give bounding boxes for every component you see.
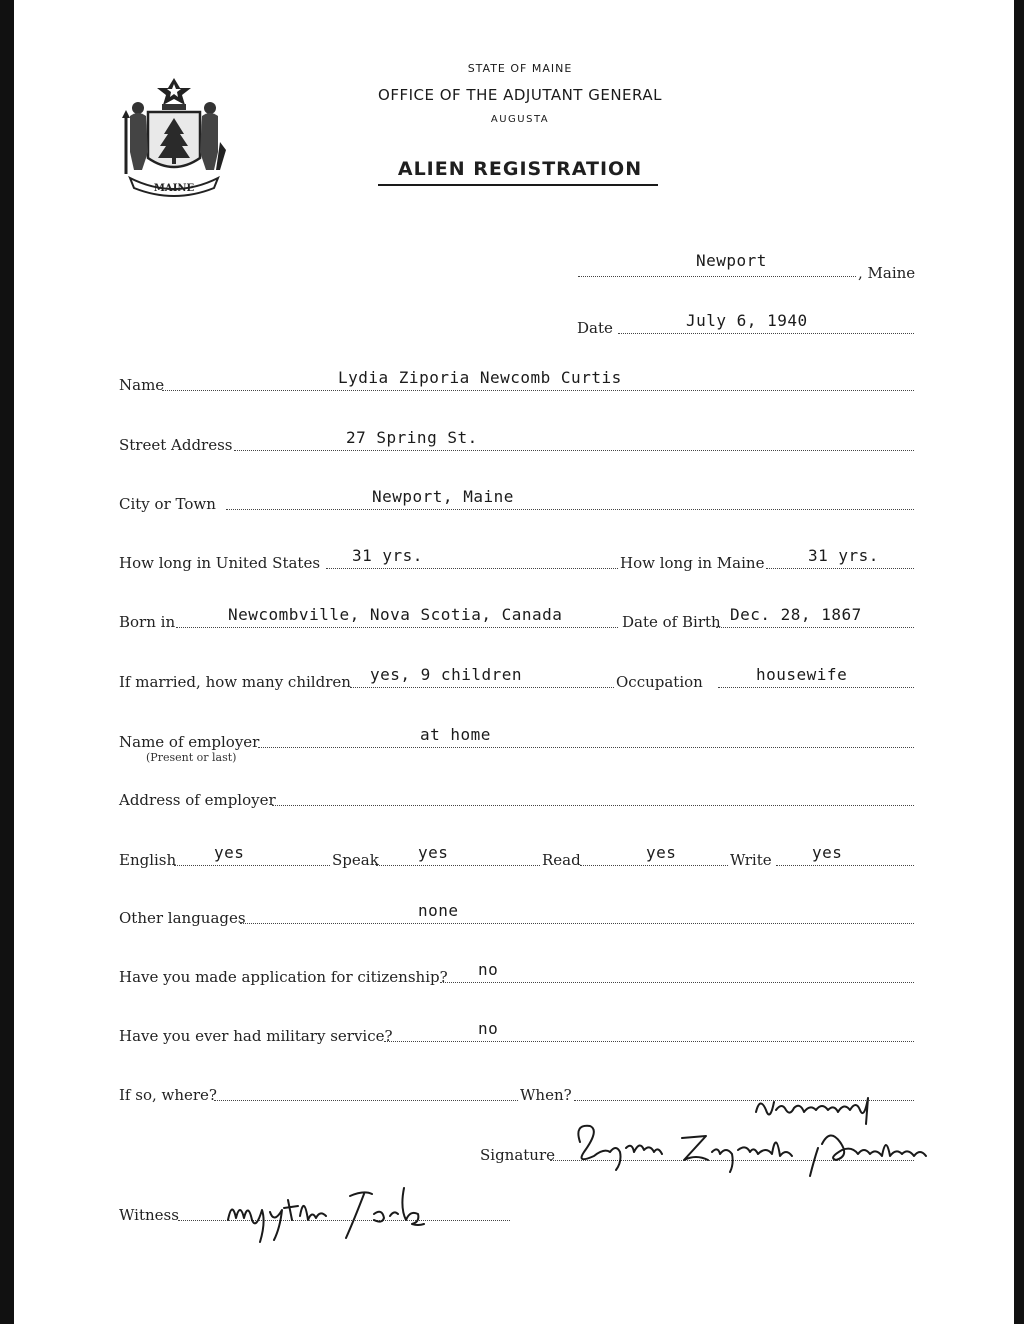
speak-value: yes [418, 843, 449, 862]
born-line [176, 627, 618, 628]
write-line [776, 865, 914, 866]
citizenship-value: no [478, 960, 499, 979]
handwritten-signature [560, 1090, 950, 1180]
date-label: Date [577, 319, 613, 337]
name-value: Lydia Ziporia Newcomb Curtis [338, 368, 622, 387]
children-line [350, 687, 614, 688]
witness-signature [222, 1180, 432, 1250]
dob-line [716, 627, 914, 628]
maine-time-value: 31 yrs. [808, 546, 879, 565]
seal-lettering: MAINE [153, 183, 195, 194]
us-time-line [326, 568, 618, 569]
employer-line [258, 747, 914, 748]
us-time-value: 31 yrs. [352, 546, 423, 565]
place-value: Newport [696, 251, 767, 270]
employer-value: at home [420, 725, 491, 744]
where-label: If so, where? [119, 1086, 217, 1104]
place-suffix: , Maine [858, 264, 916, 282]
witness-label: Witness [119, 1206, 179, 1224]
citizenship-line [440, 982, 914, 983]
employer-address-line [272, 805, 914, 806]
date-line [618, 333, 914, 334]
employer-address-label: Address of employer [119, 791, 276, 809]
employer-sublabel: (Present or last) [146, 751, 237, 764]
city-value: Newport, Maine [372, 487, 514, 506]
read-line [580, 865, 728, 866]
military-value: no [478, 1019, 499, 1038]
speak-label: Speak [332, 851, 379, 869]
scan-border-right [1014, 0, 1024, 1324]
dob-label: Date of Birth [622, 613, 721, 631]
signature-label: Signature [480, 1146, 556, 1164]
city-line [226, 509, 914, 510]
occupation-value: housewife [756, 665, 848, 684]
english-value: yes [214, 843, 245, 862]
maine-time-label: How long in Maine [620, 554, 765, 572]
when-label: When? [520, 1086, 572, 1104]
maine-state-seal-icon [118, 74, 230, 198]
name-line [162, 390, 914, 391]
read-value: yes [646, 843, 677, 862]
city-label: City or Town [119, 495, 216, 513]
write-value: yes [812, 843, 843, 862]
other-languages-value: none [418, 901, 459, 920]
form-title: ALIEN REGISTRATION [397, 158, 643, 180]
citizenship-label: Have you made application for citizenship? [119, 968, 448, 986]
write-label: Write [730, 851, 772, 869]
read-label: Read [542, 851, 581, 869]
city-heading: AUGUSTA [490, 114, 550, 125]
children-value: yes, 9 children [370, 665, 522, 684]
us-time-label: How long in United States [119, 554, 321, 572]
other-languages-line [240, 923, 914, 924]
where-line [214, 1100, 518, 1101]
born-label: Born in [119, 613, 176, 631]
place-line [578, 276, 856, 277]
dob-value: Dec. 28, 1867 [730, 605, 862, 624]
english-label: English [119, 851, 177, 869]
maine-time-line [766, 568, 914, 569]
english-line [174, 865, 330, 866]
street-value: 27 Spring St. [346, 428, 478, 447]
employer-label: Name of employer [119, 733, 260, 751]
speak-line [376, 865, 540, 866]
other-languages-label: Other languages [119, 909, 246, 927]
military-line [384, 1041, 914, 1042]
occupation-label: Occupation [616, 673, 703, 691]
occupation-line [718, 687, 914, 688]
date-value: July 6, 1940 [686, 311, 808, 330]
children-label: If married, how many children [119, 673, 351, 691]
office-heading: OFFICE OF THE ADJUTANT GENERAL [378, 86, 662, 104]
street-line [234, 450, 914, 451]
street-label: Street Address [119, 436, 233, 454]
state-heading: STATE OF MAINE [467, 62, 573, 75]
scan-border-left [0, 0, 14, 1324]
name-label: Name [119, 376, 165, 394]
born-value: Newcombville, Nova Scotia, Canada [228, 605, 563, 624]
title-underline [378, 184, 658, 186]
military-label: Have you ever had military service? [119, 1027, 393, 1045]
